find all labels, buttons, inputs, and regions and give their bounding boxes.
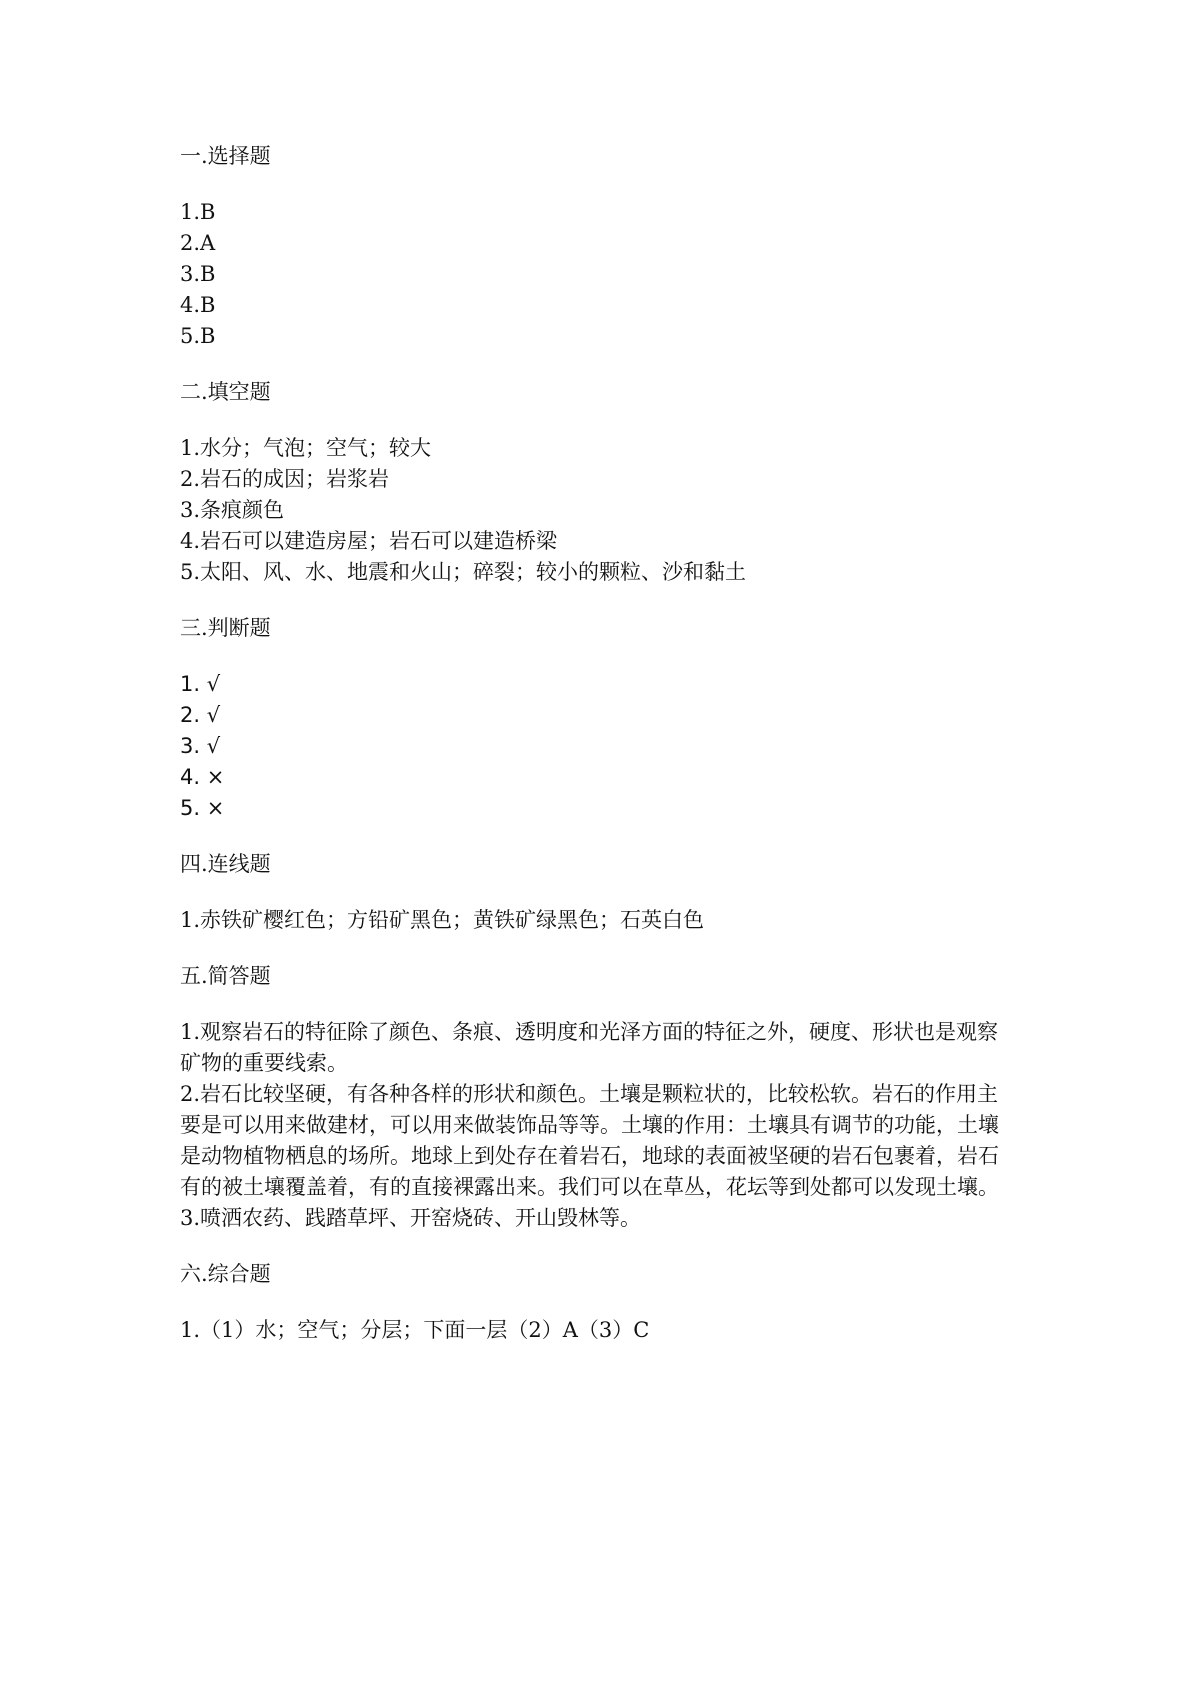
answer-item: 5.B (180, 324, 216, 348)
answer-item: 1.B (180, 200, 216, 224)
answer-key-content (180, 141, 1015, 1371)
answer-item: 2.岩石的成因；岩浆岩 (180, 467, 390, 491)
section-heading-choice: 一.选择题 (180, 144, 271, 168)
answer-item: 1.（1）水；空气；分层；下面一层（2）A（3）C (180, 1318, 650, 1342)
answer-item: 2. √ (180, 703, 221, 727)
section-heading-short-answer: 五.简答题 (180, 964, 271, 988)
section-body-comprehensive (180, 1315, 1015, 1346)
section-heading-fill-blank: 二.填空题 (180, 380, 271, 404)
answer-item: 1. √ (180, 672, 221, 696)
section-heading-comprehensive: 六.综合题 (180, 1262, 271, 1286)
answer-item: 3.条痕颜色 (180, 498, 285, 522)
section-body-true-false (180, 669, 1015, 824)
answer-item: 1.观察岩石的特征除了颜色、条痕、透明度和光泽方面的特征之外，硬度、形状也是观察矿物的重要线索。 (180, 1020, 999, 1075)
answer-item: 5.太阳、风、水、地震和火山；碎裂；较小的颗粒、沙和黏土 (180, 560, 747, 584)
answer-item: 2.A (180, 231, 216, 255)
section-body-short-answer (180, 1017, 1015, 1234)
section-body-fill-blank (180, 433, 1015, 588)
section-heading-matching: 四.连线题 (180, 852, 271, 876)
answer-item: 3.B (180, 262, 216, 286)
section-body-matching (180, 905, 1015, 936)
section-body-choice (180, 197, 1015, 352)
answer-item: 2.岩石比较坚硬，有各种各样的形状和颜色。土壤是颗粒状的，比较松软。岩石的作用主要是可以用来做建材，可以用来做装饰品等等。土壤的作用：土壤具有调节的功能，土壤是动物植物栖息的场所。地球上到处存在着岩石，地球的表面被坚硬的岩石包裹着，岩石有的被土壤覆盖着，有的直接裸露出来。我们可以在草丛，花坛等到处都可以发现土壤。 (180, 1082, 999, 1199)
answer-item: 1.水分；气泡；空气；较大 (180, 436, 432, 460)
answer-item: 3. √ (180, 734, 221, 758)
section-heading-true-false: 三.判断题 (180, 616, 271, 640)
answer-item: 4. × (180, 765, 225, 789)
answer-item: 4.岩石可以建造房屋；岩石可以建造桥梁 (180, 529, 558, 553)
answer-item: 4.B (180, 293, 216, 317)
answer-item: 1.赤铁矿樱红色；方铅矿黑色；黄铁矿绿黑色；石英白色 (180, 908, 705, 932)
answer-item: 3.喷洒农药、践踏草坪、开窑烧砖、开山毁林等。 (180, 1206, 642, 1230)
answer-item: 5. × (180, 796, 225, 820)
